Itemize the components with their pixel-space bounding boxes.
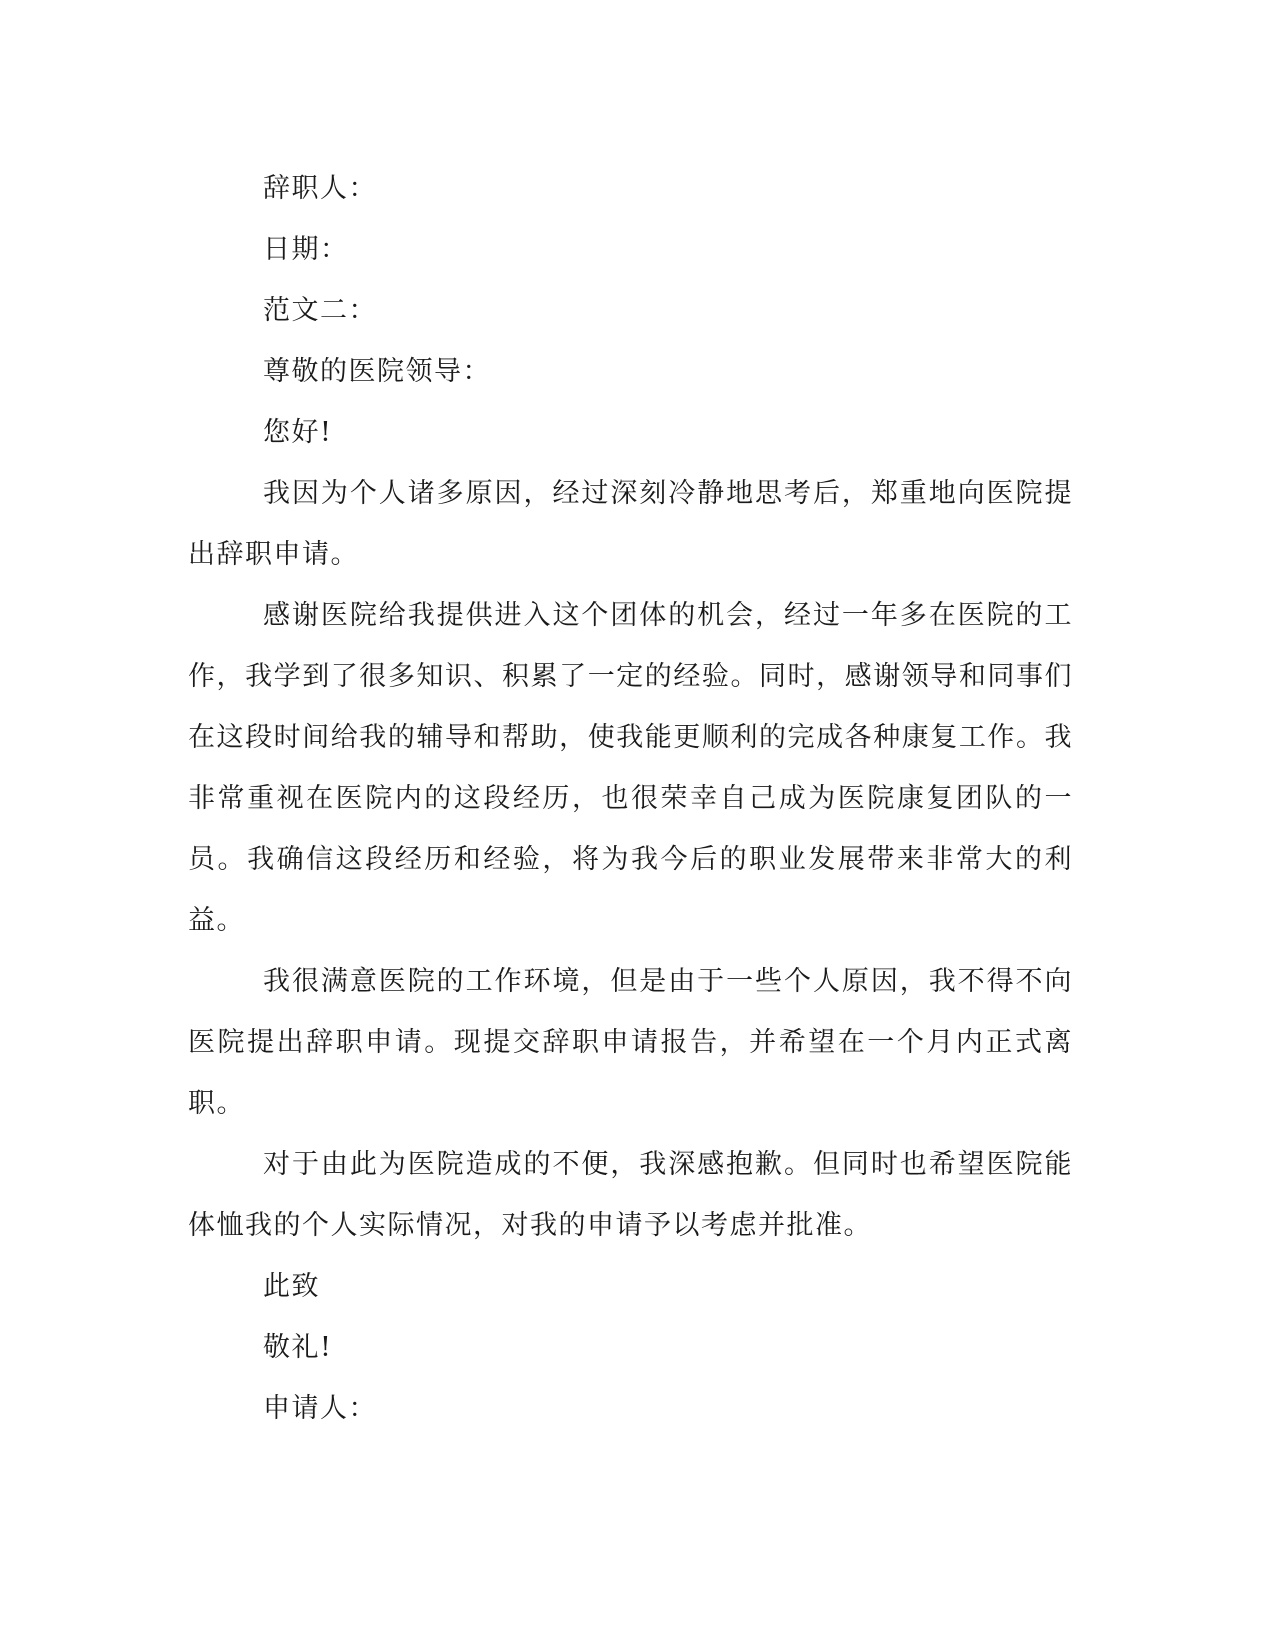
closing-regards: 敬礼!	[263, 1332, 333, 1363]
sample-heading: 范文二：	[263, 295, 377, 326]
letter-body	[188, 158, 1073, 1439]
body-paragraph: 对于由此为医院造成的不便，我深感抱歉。但同时也希望医院能体恤我的个人实际情况，对我的申请予以考虑并批准。	[188, 1149, 1073, 1241]
body-paragraph: 我因为个人诸多原因，经过深刻冷静地思考后，郑重地向医院提出辞职申请。	[188, 478, 1073, 570]
body-paragraph: 我很满意医院的工作环境，但是由于一些个人原因，我不得不向医院提出辞职申请。现提交辞职申请报告，并希望在一个月内正式离职。	[188, 966, 1073, 1119]
greeting: 您好!	[263, 417, 333, 448]
resigner-line: 辞职人：	[263, 173, 377, 204]
body-paragraph: 感谢医院给我提供进入这个团体的机会，经过一年多在医院的工作，我学到了很多知识、积累了一定的经验。同时，感谢领导和同事们在这段时间给我的辅导和帮助，使我能更顺利的完成各种康复工作。我非常重视在医院内的这段经历，也很荣幸自己成为医院康复团队的一员。我确信这段经历和经验，将为我今后的职业发展带来非常大的利益。	[188, 600, 1073, 936]
applicant-line: 申请人：	[263, 1393, 377, 1424]
date-line: 日期：	[263, 234, 349, 265]
salutation: 尊敬的医院领导：	[263, 356, 491, 387]
closing-line: 此致	[263, 1271, 320, 1302]
